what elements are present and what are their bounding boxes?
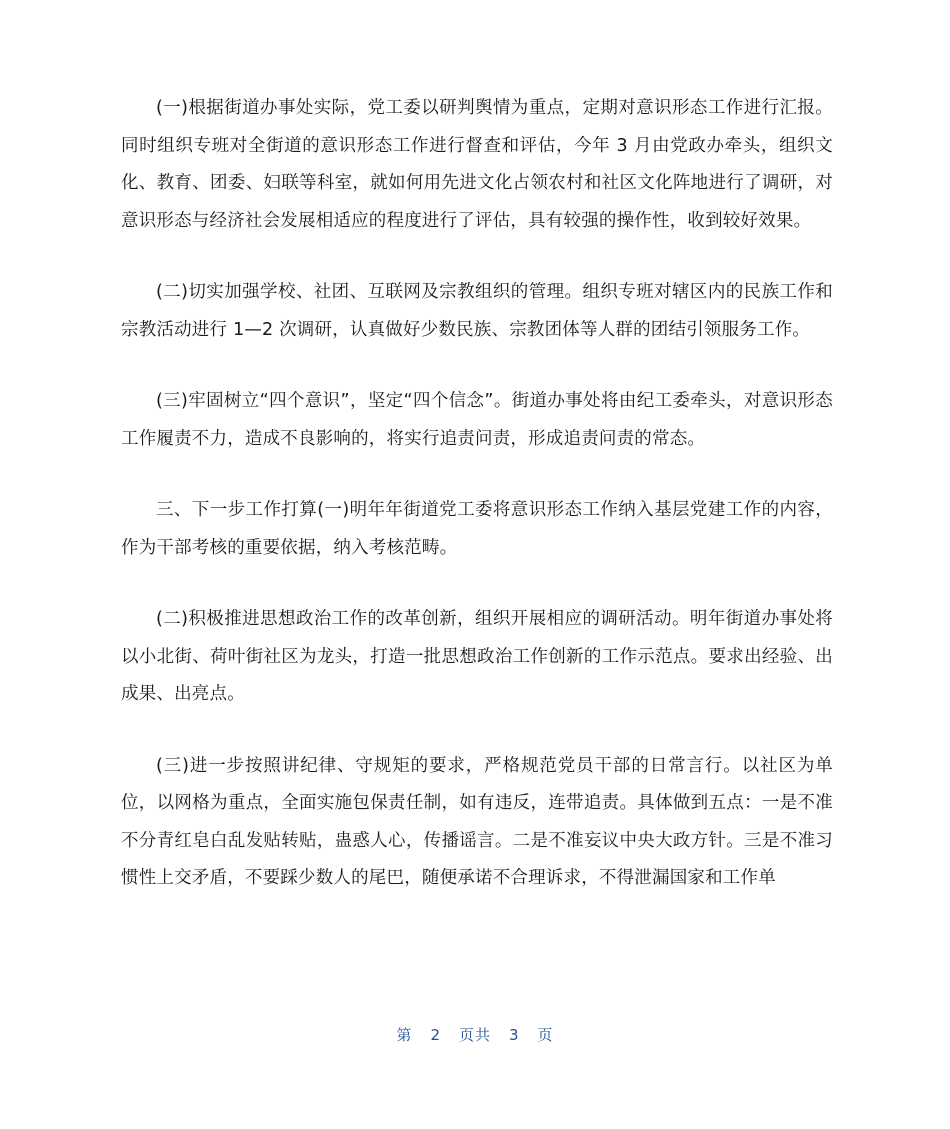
paragraph: (二)积极推进思想政治工作的改革创新，组织开展相应的调研活动。明年街道办事处将以小北街、荷叶街社区为龙头，打造一批思想政治工作创新的工作示范点。要求出经验、出成果、出亮点。	[121, 609, 833, 704]
paragraph: 三、下一步工作打算(一)明年年街道党工委将意识形态工作纳入基层党建工作的内容，作为干部考核的重要依据，纳入考核范畴。	[121, 500, 833, 558]
footer-suffix: 页	[537, 1026, 554, 1044]
document-body	[121, 90, 833, 932]
paragraph: (二)切实加强学校、社团、互联网及宗教组织的管理。组织专班对辖区内的民族工作和宗教活动进行 1—2 次调研，认真做好少数民族、宗教团体等人群的团结引领服务工作。	[121, 282, 833, 340]
paragraph: (一)根据街道办事处实际，党工委以研判舆情为重点，定期对意识形态工作进行汇报。同时组织专班对全街道的意识形态工作进行督查和评估，今年 3 月由党政办牵头，组织文化、教育、团委、妇联等科室，就如何用先进文化占领农村和社区文化阵地进行了调研，对意识形态与经济社会发展相适应的程度进行了评估，具有较强的操作性，收到较好效果。	[121, 98, 833, 231]
footer-middle: 页共	[458, 1026, 491, 1044]
footer-page-number: 2	[430, 1026, 441, 1044]
paragraph: (三)牢固树立“四个意识”，坚定“四个信念”。街道办事处将由纪工委牵头，对意识形态工作履责不力，造成不良影响的，将实行追责问责，形成追责问责的常态。	[121, 391, 833, 449]
paragraph: (三)进一步按照讲纪律、守规矩的要求，严格规范党员干部的日常言行。以社区为单位，以网格为重点，全面实施包保责任制，如有违反，连带追责。具体做到五点：一是不准不分青红皂白乱发贴转贴，蛊惑人心，传播谣言。二是不准妄议中央大政方针。三是不准习惯性上交矛盾，不要踩少数人的尾巴，随便承诺不合理诉求，不得泄漏国家和工作单	[121, 755, 833, 888]
footer-total-pages: 3	[509, 1026, 520, 1044]
footer-prefix: 第	[396, 1026, 413, 1044]
page-footer	[0, 1024, 950, 1045]
